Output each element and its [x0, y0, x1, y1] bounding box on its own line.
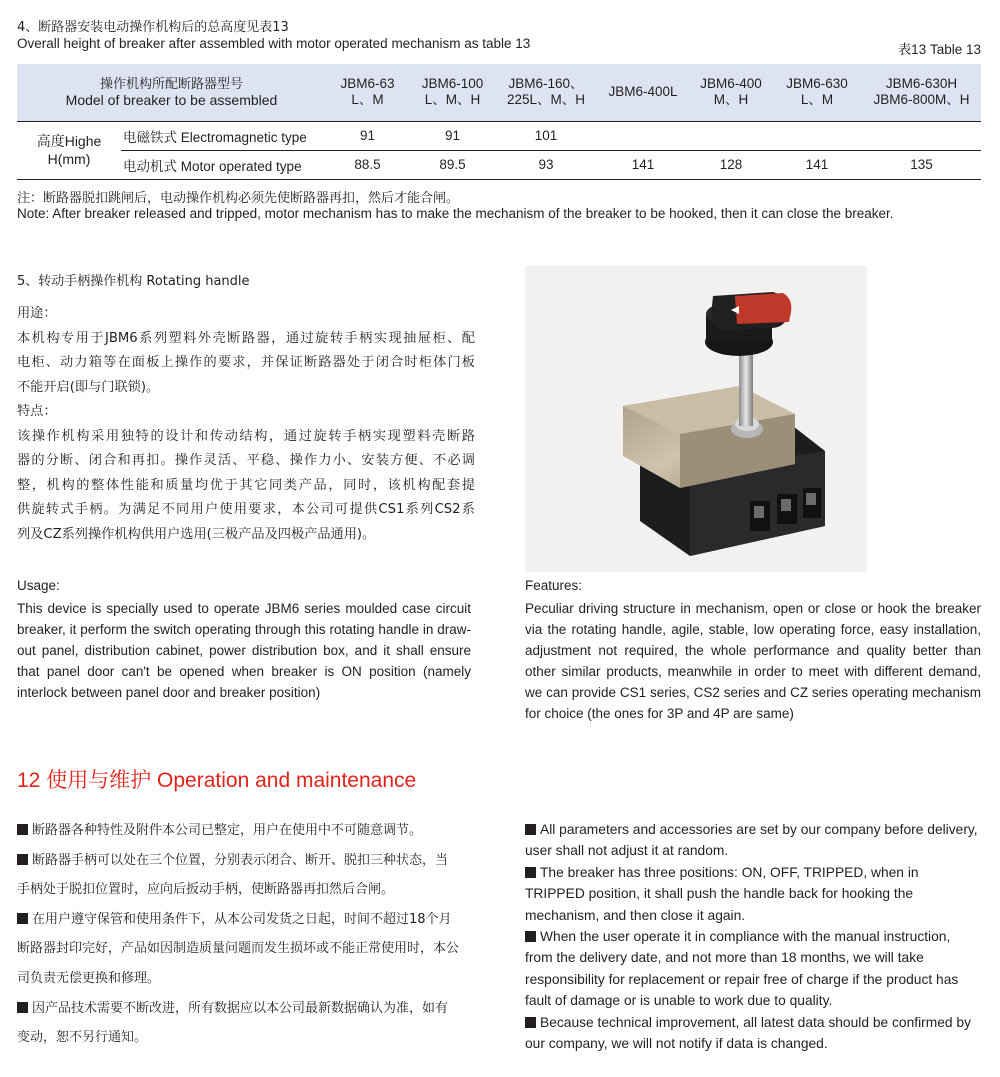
table-cell: 141	[772, 150, 862, 179]
bullet-square-icon	[525, 867, 536, 878]
column-header: JBM6-100 L、M、H	[421, 76, 484, 108]
maintenance-list-cn	[17, 816, 475, 1053]
list-item: When the user operate it in compliance with the manual instruction, from the delivery date, and not more than 18 months, we will take responsibility for replacement or repair free of charge if the product has fault of damage or is unable to work due to quality.	[525, 929, 959, 1009]
table-cell: 135	[862, 150, 981, 179]
row-group-label: 高度Highe H(mm)	[17, 121, 121, 179]
table-cell: 88.5	[326, 150, 409, 179]
table-cell: 89.5	[409, 150, 496, 179]
table-cell: 91	[409, 121, 496, 150]
list-item: 因产品技术需要不断改进，所有数据应以本公司最新数据确认为准，如有	[17, 994, 475, 1024]
section-12-title: 12 使用与维护 Operation and maintenance	[17, 769, 417, 792]
usage-heading: Usage:	[17, 578, 60, 593]
list-item: 在用户遵守保管和使用条件下，从本公司发货之日起，时间不超过18个月	[17, 905, 475, 935]
bullet-square-icon	[17, 913, 28, 924]
table-cell	[772, 121, 862, 150]
table-row	[17, 121, 981, 150]
table-cell: 141	[596, 150, 690, 179]
note-cn: 注：断路器脱扣跳闸后，电动操作机构必须先使断路器再扣，然后才能合闸。	[17, 191, 460, 206]
list-item-continuation: 司负责无偿更换和修理。	[17, 970, 161, 986]
bullet-square-icon	[525, 931, 536, 942]
row-label: 电动机式 Motor operated type	[121, 150, 326, 179]
bullet-square-icon	[525, 824, 536, 835]
bullet-square-icon	[525, 1017, 536, 1028]
bullet-square-icon	[17, 854, 28, 865]
table-cell	[862, 121, 981, 150]
model-header	[17, 64, 326, 121]
column-header: JBM6-400L	[608, 84, 678, 100]
list-item: 断路器手柄可以处在三个位置，分别表示闭合、断开、脱扣三种状态，当	[17, 846, 475, 876]
section-4-title-cn: 4、断路器安装电动操作机构后的总高度见表13	[17, 20, 289, 35]
table-cell	[690, 121, 772, 150]
table-cell: 91	[326, 121, 409, 150]
table-caption: 表13 Table 13	[897, 42, 981, 57]
table-cell: 128	[690, 150, 772, 179]
text-line: 用途：	[17, 306, 57, 321]
column-header: JBM6-400 M、H	[700, 76, 762, 108]
maintenance-list-en	[525, 819, 981, 1054]
table-header-row	[17, 64, 981, 121]
text-line: 该操作机构采用独特的设计和传动结构，通过旋转手柄实现塑料壳断路	[17, 428, 475, 444]
height-table	[17, 64, 981, 180]
bullet-square-icon	[17, 824, 28, 835]
text-line: 特点：	[17, 404, 57, 419]
list-item-continuation: 变动，恕不另行通知。	[17, 1030, 148, 1046]
table-cell: 93	[496, 150, 596, 179]
text-line: 电柜、动力箱等在面板上操作的要求，并保证断路器处于闭合时柜体门板	[17, 355, 475, 370]
row-label: 电磁铁式 Electromagnetic type	[121, 121, 326, 150]
model-header-en: Model of breaker to be assembled	[65, 92, 278, 109]
usage-text: This device is specially used to operate JBM6 series moulded case circuit breaker, it perform the switch operating through this rotating handle in draw-out panel, distribution cabinet, power distribution box, and it shall ensure that panel door can't be opened when breaker is ON position (namely interlock between panel door and breaker position)	[17, 601, 471, 700]
breaker-handle-illustration	[525, 266, 867, 572]
features-text: Peculiar driving structure in mechanism, open or close or hook the breaker via the rotating handle, agile, stable, low operating force, easy installation, adjustment not required, the whole performance and quality better than other similar products, meanwhile in order to meet with different demand, we can provide CS1 series, CS2 series and CZ series operating mechanism for choice (the ones for 3P and 4P are same)	[525, 601, 981, 721]
list-item: 断路器各种特性及附件本公司已整定，用户在使用中不可随意调节。	[17, 816, 475, 846]
text-line: 器的分断、闭合和再扣。操作灵活、平稳、操作力小、安装方便、不必调	[17, 453, 475, 468]
table-cell	[596, 121, 690, 150]
list-item-continuation: 断路器封印完好，产品如因制造质量问题而发生损坏或不能正常使用时，本公	[17, 941, 460, 957]
note-en: Note: After breaker released and tripped, motor mechanism has to make the mechanism of the breaker to be hooked, then it can close the breaker.	[17, 206, 894, 221]
model-header-cn: 操作机构所配断路器型号	[99, 76, 243, 92]
list-item-continuation: 手柄处于脱扣位置时，应向后扳动手柄，使断路器再扣然后合闸。	[17, 882, 395, 898]
column-header: JBM6-630H JBM6-800M、H	[873, 76, 970, 108]
text-line: 本机构专用于JBM6系列塑料外壳断路器，通过旋转手柄实现抽屉柜、配	[17, 330, 475, 346]
rotating-handle-product-photo	[525, 266, 867, 572]
list-item: Because technical improvement, all latest data should be confirmed by our company, we will not notify if data is changed.	[525, 1014, 972, 1052]
text-line: 不能开启(即与门联锁)。	[17, 379, 160, 395]
column-header: JBM6-160、 225L、M、H	[506, 76, 586, 108]
table-row	[17, 150, 981, 179]
text-line: 供旋转式手柄。为满足不同用户使用要求，本公司可提供CS1系列CS2系	[17, 502, 475, 517]
text-line: 列及CZ系列操作机构供用户选用(三极产品及四极产品通用)。	[17, 526, 376, 542]
list-item: The breaker has three positions: ON, OFF, TRIPPED, when in TRIPPED position, it shall push the handle back for hooking the mechanism, and then close it again.	[525, 864, 919, 923]
section-5-title: 5、转动手柄操作机构 Rotating handle	[17, 274, 250, 289]
list-item: All parameters and accessories are set by our company before delivery, user shall not adjust it at random.	[525, 822, 978, 859]
bullet-square-icon	[17, 1002, 28, 1013]
table-cell: 101	[496, 121, 596, 150]
column-header: JBM6-63 L、M	[340, 76, 395, 108]
section-4-title-en: Overall height of breaker after assembled with motor operated mechanism as table 13	[17, 36, 531, 51]
column-header: JBM6-630 L、M	[786, 76, 848, 108]
rotating-handle-description-cn	[17, 302, 475, 547]
text-line: 整，机构的整体性能和质量均优于其它同类产品，同时，该机构配套提	[17, 477, 475, 493]
features-heading: Features:	[525, 578, 583, 593]
